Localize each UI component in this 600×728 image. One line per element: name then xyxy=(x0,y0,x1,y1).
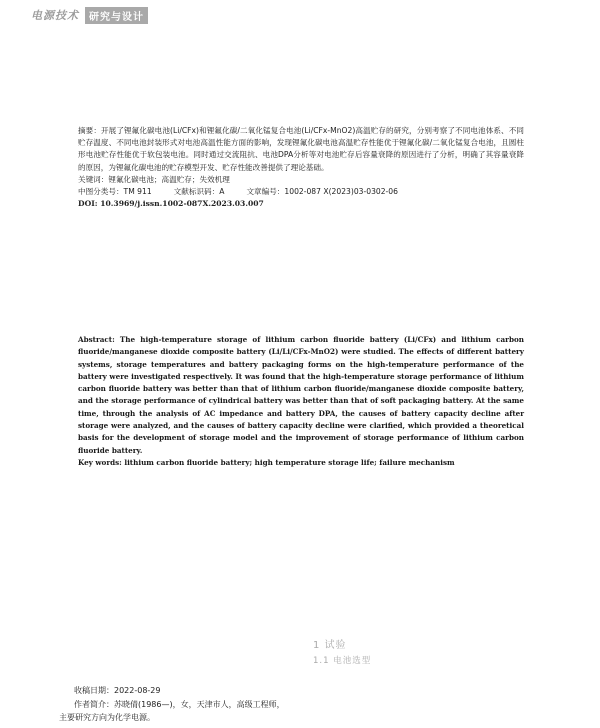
section-heading-1-1: 1.1 电池选型 xyxy=(313,656,372,666)
english-keywords: Key words: lithium carbon fluoride battery; high temperature storage life; failure mechanism xyxy=(78,457,455,467)
footnote-research: 主要研究方向为化学电源。 xyxy=(59,713,155,722)
chinese-abstract-block xyxy=(78,125,524,210)
footnote-author: 作者简介：苏晓倩(1986—)，女，天津市人，高级工程师， xyxy=(74,700,285,709)
section-heading-1: 1 试验 xyxy=(313,640,347,651)
document-code: 文献标识码：A xyxy=(173,187,225,197)
chinese-abstract: 摘要：开展了锂氟化碳电池(Li/CFx)和锂氟化碳/二氧化锰复合电池(Li/CFx-MnO2)高温贮存的研究，分别考察了不同电池体系、不同贮存温度、不同电池封装形式对电池高温性能方面的影响，发现锂氟化碳电池高温贮存性能优于锂氟化碳/二氧化锰复合电池，且圆柱形电池贮存性能优于软包装电池。同时通过交流阻抗、电池DPA分析等对电池贮存后容量衰降的原因进行了分析，明确了其容量衰降的原因，为锂氟化碳电池的贮存模型开发、贮存性能改善提供了理论基础。 xyxy=(78,126,524,172)
classification-line xyxy=(78,186,524,198)
running-header xyxy=(31,7,148,23)
english-abstract-block xyxy=(78,334,524,469)
doi: DOI: 10.3969/j.issn.1002-087X.2023.03.007 xyxy=(78,199,264,209)
english-abstract: Abstract: The high-temperature storage of lithium carbon fluoride battery (Li/CFx) and lithium carbon fluoride/manganese dioxide composite battery (Li/Li/CFx-MnO2) were studied. The effects of different battery systems, storage temperatures and battery packaging forms on the high-temperature performance of the battery were investigated respectively. It was found that the high-temperature storage performance of lithium carbon fluoride battery was better than that of lithium carbon fluoride/manganese dioxide composite battery, and the storage performance of cylindrical battery was better than that of soft packaging battery. At the same time, through the analysis of AC impedance and battery DPA, the causes of battery capacity decline after storage were analyzed, and the causes of battery capacity decline were clarified, which provided a theoretical basis for the development of storage model and the improvement of storage performance of lithium carbon fluoride battery. xyxy=(78,335,524,455)
chinese-keywords: 关键词：锂氟化碳电池；高温贮存；失效机理 xyxy=(78,174,230,184)
article-number: 文章编号：1002-087 X(2023)03-0302-06 xyxy=(246,187,398,197)
section-tag: 研究与设计 xyxy=(85,7,148,24)
journal-name: 电源技术 xyxy=(31,9,79,22)
clc-number: 中图分类号：TM 911 xyxy=(78,187,152,197)
footnote-received-date: 收稿日期：2022-08-29 xyxy=(74,686,161,695)
